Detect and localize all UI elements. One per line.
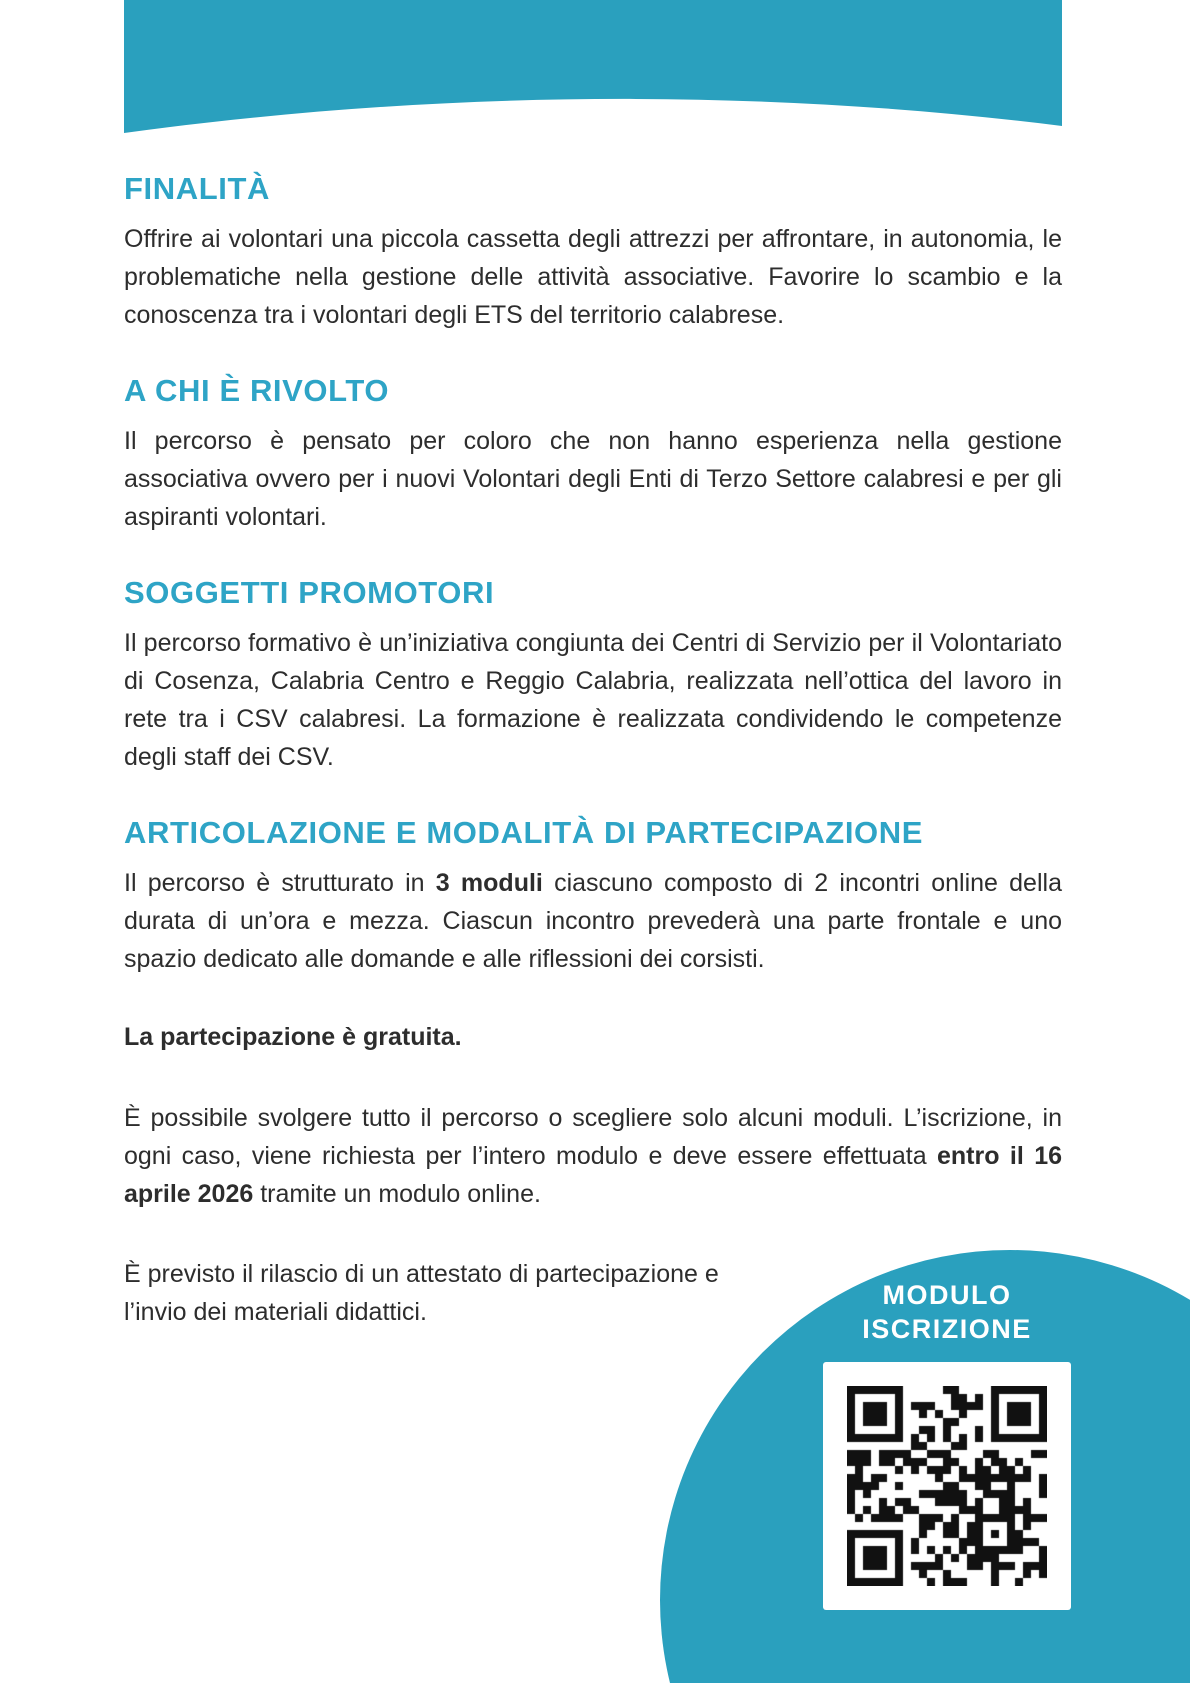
paragraph-a-chi-e-rivolto: Il percorso è pensato per coloro che non hanno esperienza nella gestione associativa ovvero per i nuovi Volontari degli Enti di Terzo Settore calabresi e per gli aspiranti volontari. — [124, 427, 1062, 531]
section-articolazione — [124, 816, 1062, 978]
paragraph-finalita: Offrire ai volontari una piccola cassetta degli attrezzi per affrontare, in autonomia, le problematiche nella gestione delle attività associative. Favorire lo scambio e la conoscenza tra i volontari degli ETS del territorio calabrese. — [124, 225, 1062, 329]
top-curved-band — [124, 0, 1062, 140]
heading-finalita: FINALITÀ — [124, 171, 270, 206]
section-finalita — [124, 172, 1062, 334]
qr-badge-label — [727, 1278, 1167, 1346]
content-column — [124, 172, 1062, 1331]
free-participation-line: La partecipazione è gratuita. — [124, 1023, 462, 1051]
section-a-chi-e-rivolto — [124, 374, 1062, 536]
qr-code-panel — [823, 1362, 1071, 1610]
paragraph-articolazione: Il percorso è strutturato in 3 moduli ciascuno composto di 2 incontri online della durata di un’ora e mezza. Ciascun incontro prevederà una parte frontale e uno spazio dedicato alle domande e alle riflessioni dei corsisti. — [124, 869, 1062, 973]
heading-a-chi-e-rivolto: A CHI È RIVOLTO — [124, 373, 390, 408]
paragraph-soggetti-promotori: Il percorso formativo è un’iniziativa congiunta dei Centri di Servizio per il Volontariato di Cosenza, Calabria Centro e Reggio Calabria, realizzata nell’ottica del lavoro in rete tra i CSV calabresi. La formazione è realizzata condividendo le competenze degli staff dei CSV. — [124, 629, 1062, 771]
qr-code — [847, 1386, 1047, 1586]
qr-badge-label-line2: ISCRIZIONE — [862, 1314, 1032, 1344]
certificate-paragraph: È previsto il rilascio di un attestato di partecipazione e l’invio dei materiali didattici. — [124, 1260, 719, 1326]
top-band-shape — [124, 0, 1062, 133]
qr-badge-label-line1: MODULO — [882, 1280, 1012, 1310]
enrollment-paragraph: È possibile svolgere tutto il percorso o scegliere solo alcuni moduli. L’iscrizione, in ogni caso, viene richiesta per l’intero modulo e deve essere effettuata entro il 16 aprile 2026 tramite un modulo online. — [124, 1104, 1062, 1208]
heading-soggetti-promotori: SOGGETTI PROMOTORI — [124, 575, 495, 610]
section-soggetti-promotori — [124, 576, 1062, 776]
heading-articolazione: ARTICOLAZIONE E MODALITÀ DI PARTECIPAZIONE — [124, 815, 924, 850]
